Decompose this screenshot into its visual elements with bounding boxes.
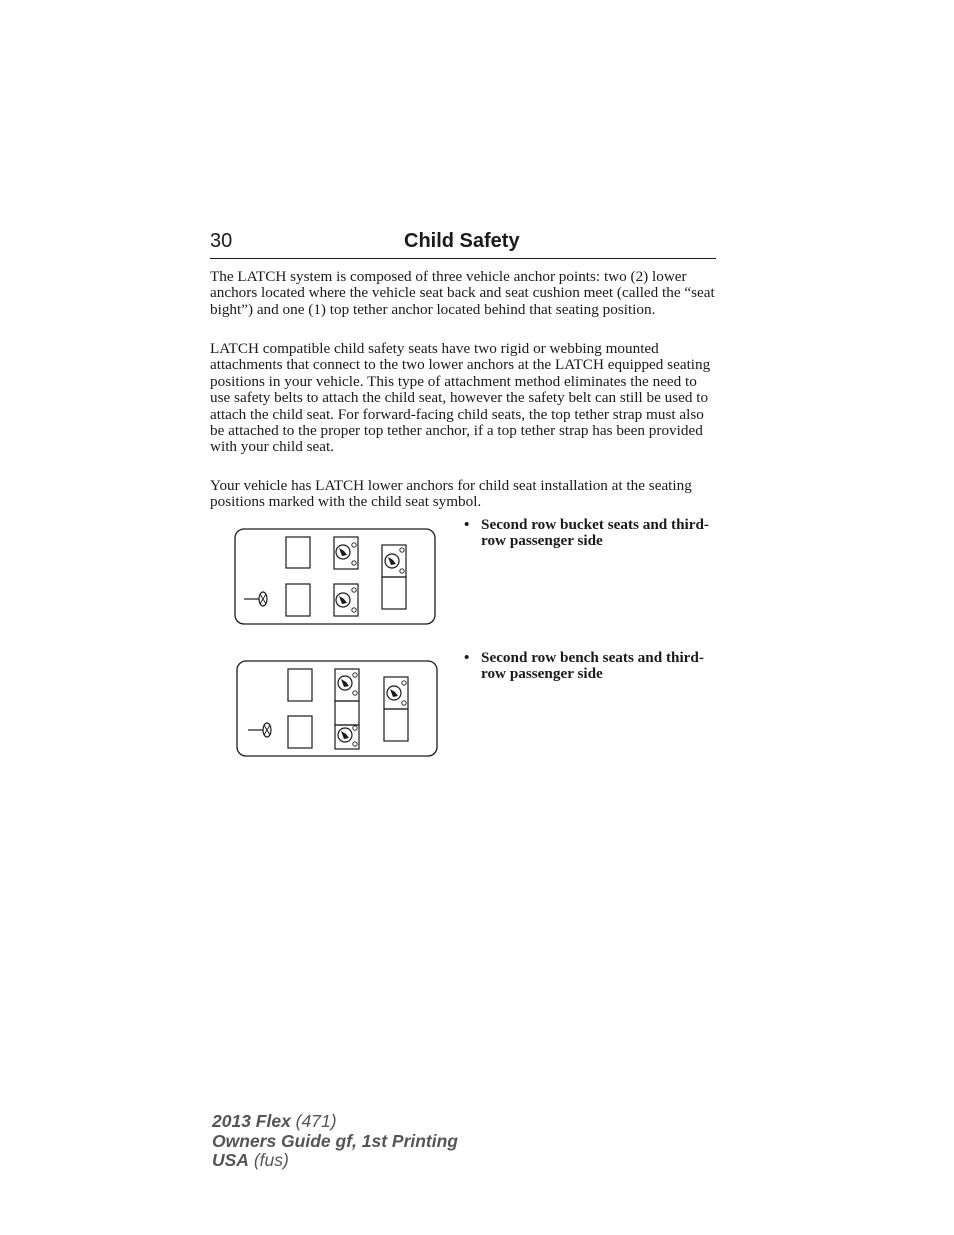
bench-seats-diagram: [236, 660, 440, 758]
page-number: 30: [210, 230, 233, 252]
third-row-driver-side-seat: [382, 577, 406, 609]
bullet-text: Second row bench seats and third-row passenger side: [481, 649, 704, 683]
second-row-left-latch-seat: [335, 725, 359, 749]
paragraph-latch-compatible: LATCH compatible child safety seats have two rigid or webbing mounted attachments that connect to the two lower anchors at the LATCH equipped seating positions in your vehicle. This type of attachment method eliminates the need to use safety belts to attach the child seat, however the safety belt can still be used to attach the child seat. For forward-facing child seats, the top tether strap must also be attached to the proper top tether anchor, if a top tether strap has been provided with your child seat.: [210, 340, 711, 456]
driver-seat: [288, 716, 312, 748]
third-row-driver-side-seat: [384, 709, 408, 741]
second-row-right-latch-seat: [334, 537, 358, 569]
footer-line-market: [212, 1151, 458, 1171]
footer-market-code: (fus): [248, 1150, 289, 1170]
footer-market: USA: [212, 1150, 249, 1170]
third-row-passenger-latch-seat: [384, 677, 408, 709]
third-row-passenger-latch-seat: [382, 545, 406, 577]
bullet-marker: •: [464, 649, 470, 666]
footer-model-code: (471): [290, 1111, 337, 1131]
page-header: [210, 228, 716, 259]
driver-seat: [286, 584, 310, 616]
front-passenger-seat: [286, 537, 310, 568]
bucket-seats-diagram: [234, 528, 438, 626]
second-row-left-latch-seat: [334, 584, 358, 616]
footer-model: 2013 Flex: [212, 1111, 291, 1131]
paragraph-latch-anchors: Your vehicle has LATCH lower anchors for child seat installation at the seating positions marked with the child seat symbol.: [210, 477, 692, 511]
footer-line-model: [212, 1112, 458, 1132]
footer-guide: Owners Guide gf, 1st Printing: [212, 1130, 458, 1151]
bullet-text: Second row bucket seats and third-row passenger side: [481, 516, 709, 550]
latch-seating-diagram-icon: [234, 528, 438, 626]
bullet-bench-seats: [464, 650, 724, 683]
bullet-bucket-seats: [464, 517, 724, 550]
section-title: Child Safety: [404, 230, 520, 252]
front-passenger-seat: [288, 669, 312, 701]
second-row-center-seat: [335, 701, 359, 725]
footer-line-guide: [212, 1132, 458, 1152]
paragraph-latch-system: The LATCH system is composed of three vehicle anchor points: two (2) lower anchors located where the vehicle seat back and seat cushion meet (called the “seat bight”) and one (1) top tether anchor located behind that seating position.: [210, 268, 715, 318]
latch-seating-diagram-icon: [236, 660, 440, 758]
bullet-marker: •: [464, 516, 470, 533]
page-footer: [212, 1112, 458, 1171]
second-row-right-latch-seat: [335, 669, 359, 701]
